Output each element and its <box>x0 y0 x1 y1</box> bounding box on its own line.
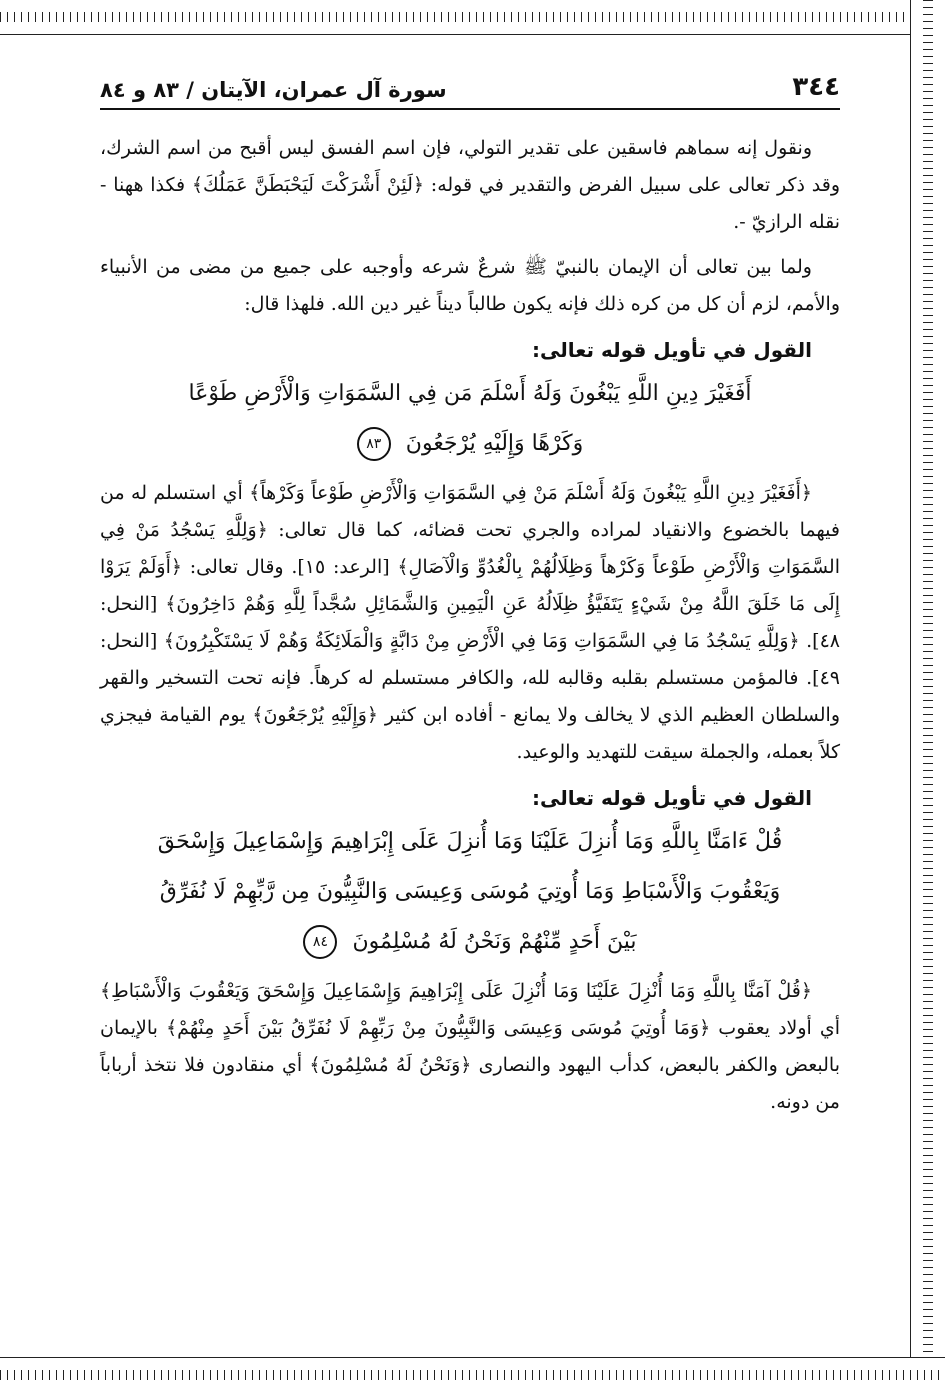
verse-84-line-3 <box>120 917 820 967</box>
paragraph-1: ونقول إنه سماهم فاسقين على تقدير التولي، فإن اسم الفسق ليس أقبح من اسم الشرك، وقد ذكر تعالى على سبيل الفرض والتقدير في قوله: ﴿لَئِنْ أَشْرَكْتَ لَيَحْبَطَنَّ عَمَلُكَ﴾ فكذا ههنا - نقله الرازيّ -. <box>100 137 840 233</box>
page-header <box>100 70 840 110</box>
verse-83-line-2-text: وَكَرْهًا وَإِلَيْهِ يُرْجَعُونَ <box>405 431 584 456</box>
section-heading-1: القول في تأويل قوله تعالى: <box>532 338 812 362</box>
paragraph-4: ﴿قُلْ آمَنَّا بِاللَّهِ وَمَا أُنْزِلَ عَلَيْنَا وَمَا أُنْزِلَ عَلَى إِبْرَاهِيمَ وَإِسْمَاعِيلَ وَإِسْحَقَ وَيَعْقُوبَ وَالْأَسْبَاطِ﴾ أي أولاد يعقوب ﴿وَمَا أُوتِيَ مُوسَى وَعِيسَى وَالنَّبِيُّونَ مِنْ رَبِّهِمْ لَا نُفَرِّقُ بَيْنَ أَحَدٍ مِنْهُمْ﴾ بالإيمان بالبعض والكفر بالبعض، كدأب اليهود والنصارى ﴿وَنَحْنُ لَهُ مُسْلِمُونَ﴾ أي منقادون فلا نتخذ أرباباً من دونه. <box>100 980 840 1113</box>
paragraph-3: ﴿أَفَغَيْرَ دِينِ اللَّهِ يَبْغُونَ وَلَهُ أَسْلَمَ مَنْ فِي السَّمَوَاتِ وَالْأَرْضِ طَوْعاً وَكَرْهاً﴾ أي استسلم له من فيهما بالخضوع والانقياد لمراده والجري تحت قضائه، كما قال تعالى: ﴿وَلِلَّهِ يَسْجُدُ مَنْ فِي السَّمَوَاتِ وَالْأَرْضِ طَوْعاً وَكَرْهاً وَظِلَالُهُمْ بِالْغُدُوِّ وَالْآصَالِ﴾ [الرعد: ١٥]. وقال تعالى: ﴿أَوَلَمْ يَرَوْا إِلَى مَا خَلَقَ اللَّهُ مِنْ شَيْءٍ يَتَفَيَّؤُ ظِلَالُهُ عَنِ الْيَمِينِ وَالشَّمَائِلِ سُجَّداً لِلَّهِ وَهُمْ دَاخِرُونَ﴾ [النحل: ٤٨]. ﴿وَلِلَّهِ يَسْجُدُ مَا فِي السَّمَوَاتِ وَمَا فِي الْأَرْضِ مِنْ دَابَّةٍ وَالْمَلَائِكَةُ وَهُمْ لَا يَسْتَكْبِرُونَ﴾ [النحل: ٤٩]. فالمؤمن مستسلم بقلبه وقالبه لله، والكافر مستسلم له كرهاً. فإنه تحت التسخير والقهر والسلطان العظيم الذي لا يخالف ولا يمانع - أفاده ابن كثير ﴿وَإِلَيْهِ يُرْجَعُونَ﴾ يوم القيامة فيجزي كلاً بعمله، والجملة سيقت للتهديد والوعيد. <box>100 482 840 763</box>
verse-83-line-2 <box>120 419 820 469</box>
verse-84-line-3-text: بَيْنَ أَحَدٍ مِّنْهُمْ وَنَحْنُ لَهُ مُسْلِمُونَ <box>352 929 637 954</box>
page-number: ٣٤٤ <box>792 72 840 102</box>
top-chain-border <box>0 0 945 35</box>
verse-83-line-1: أَفَغَيْرَ دِينِ اللَّهِ يَبْغُونَ وَلَهُ أَسْلَمَ مَن فِي السَّمَوَاتِ وَالْأَرْضِ طَوْعًا <box>188 381 752 406</box>
bottom-chain-border <box>0 1357 945 1392</box>
verse-84-line-1: قُلْ ءَامَنَّا بِاللَّهِ وَمَا أُنزِلَ عَلَيْنَا وَمَا أُنزِلَ عَلَى إِبْرَاهِيمَ وَإِسْمَاعِيلَ وَإِسْحَقَ <box>157 829 783 854</box>
verse-84-line-2: وَيَعْقُوبَ وَالْأَسْبَاطِ وَمَا أُوتِيَ مُوسَى وَعِيسَى وَالنَّبِيُّونَ مِن رَّبِّهِمْ لَا نُفَرِّقُ <box>159 879 781 904</box>
paragraph-2: ولما بين تعالى أن الإيمان بالنبيّ ﷺ شرعٌ شرعه وأوجبه على جميع من مضى من الأنبياء والأمم، لزم أن كل من كره ذلك فإنه يكون طالباً ديناً غير دين الله. فلهذا قال: <box>100 256 840 315</box>
verse-number-83: ٨٣ <box>357 427 391 461</box>
verse-number-84: ٨٤ <box>303 925 337 959</box>
running-title: سورة آل عمران، الآيتان / ٨٣ و ٨٤ <box>100 78 447 102</box>
book-page <box>100 70 840 1320</box>
section-heading-2: القول في تأويل قوله تعالى: <box>532 786 812 810</box>
right-chain-border <box>910 0 945 1392</box>
